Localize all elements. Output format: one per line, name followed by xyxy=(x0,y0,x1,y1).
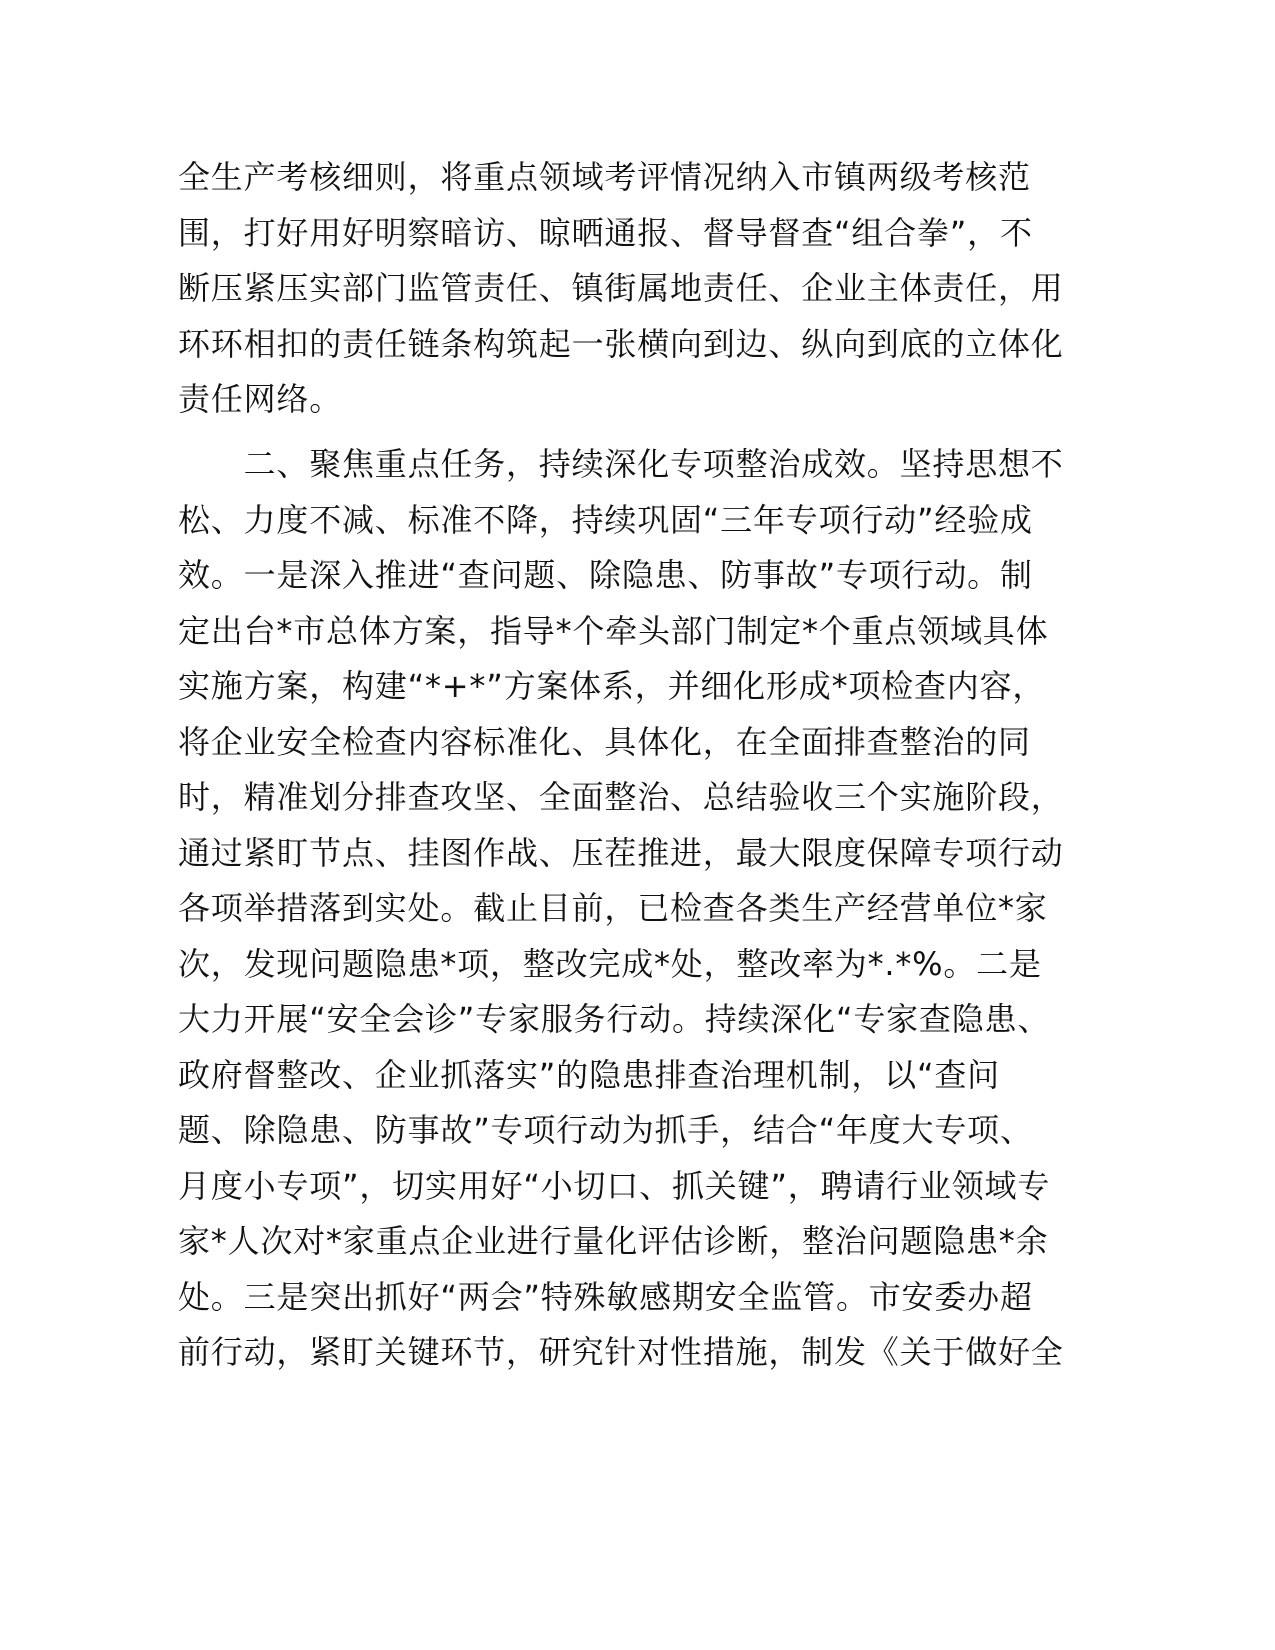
text-line: 次，发现问题隐患*项，整改完成*处，整改率为*.*%。二是 xyxy=(178,944,1042,983)
text-line: 定出台*市总体方案，指导*个牵头部门制定*个重点领域具体 xyxy=(178,611,1049,650)
text-line: 通过紧盯节点、挂图作战、压茬推进，最大限度保障专项行动 xyxy=(178,833,1064,872)
text-line: 断压紧压实部门监管责任、镇街属地责任、企业主体责任，用 xyxy=(178,269,1064,307)
text-line: 将企业安全检查内容标准化、具体化，在全面排查整治的同 xyxy=(178,722,1031,761)
paragraph-2 xyxy=(178,437,1064,1381)
text-line: 题、除隐患、防事故”专项行动为抓手，结合“年度大专项、 xyxy=(178,1111,1033,1149)
text-line: 围，打好用好明察暗访、晾晒通报、督导督查“组合拳”，不 xyxy=(178,213,1033,252)
paragraph-1-body xyxy=(178,150,1064,428)
text-line: 月度小专项”，切实用好“小切口、抓关键”，聘请行业领域专 xyxy=(178,1166,1051,1205)
text-line: 时，精准划分排查攻坚、全面整治、总结验收三个实施阶段， xyxy=(178,778,1064,816)
text-line: 前行动，紧盯关键环节，研究针对性措施，制发《关于做好全 xyxy=(178,1333,1064,1371)
text-line: 实施方案，构建“*+*”方案体系，并细化形成*项检查内容， xyxy=(178,667,1046,705)
text-line: 松、力度不减、标准不降，持续巩固“三年专项行动”经验成 xyxy=(178,500,1033,539)
text-line: 大力开展“安全会诊”专家服务行动。持续深化“专家查隐患、 xyxy=(178,1000,1051,1038)
text-line: 全生产考核细则，将重点领域考评情况纳入市镇两级考核范 xyxy=(178,158,1031,196)
text-line: 政府督整改、企业抓落实”的隐患排查治理机制，以“查问 xyxy=(178,1055,1000,1094)
text-line: 责任网络。 xyxy=(178,380,343,418)
text-line: 效。一是深入推进“查问题、除隐患、防事故”专项行动。制 xyxy=(178,556,1033,594)
text-line: 环环相扣的责任链条构筑起一张横向到边、纵向到底的立体化 xyxy=(178,324,1064,363)
text-line: 二、聚焦重点任务，持续深化专项整治成效。坚持思想不 xyxy=(178,445,1064,483)
paragraph-2-body xyxy=(178,437,1064,1381)
text-line: 家*人次对*家重点企业进行量化评估诊断，整治问题隐患*余 xyxy=(178,1222,1049,1260)
paragraph-1 xyxy=(178,150,1064,428)
text-line: 处。三是突出抓好“两会”特殊敏感期安全监管。市安委办超 xyxy=(178,1277,1033,1316)
text-line: 各项举措落到实处。截止目前，已检查各类生产经营单位*家 xyxy=(178,889,1048,927)
